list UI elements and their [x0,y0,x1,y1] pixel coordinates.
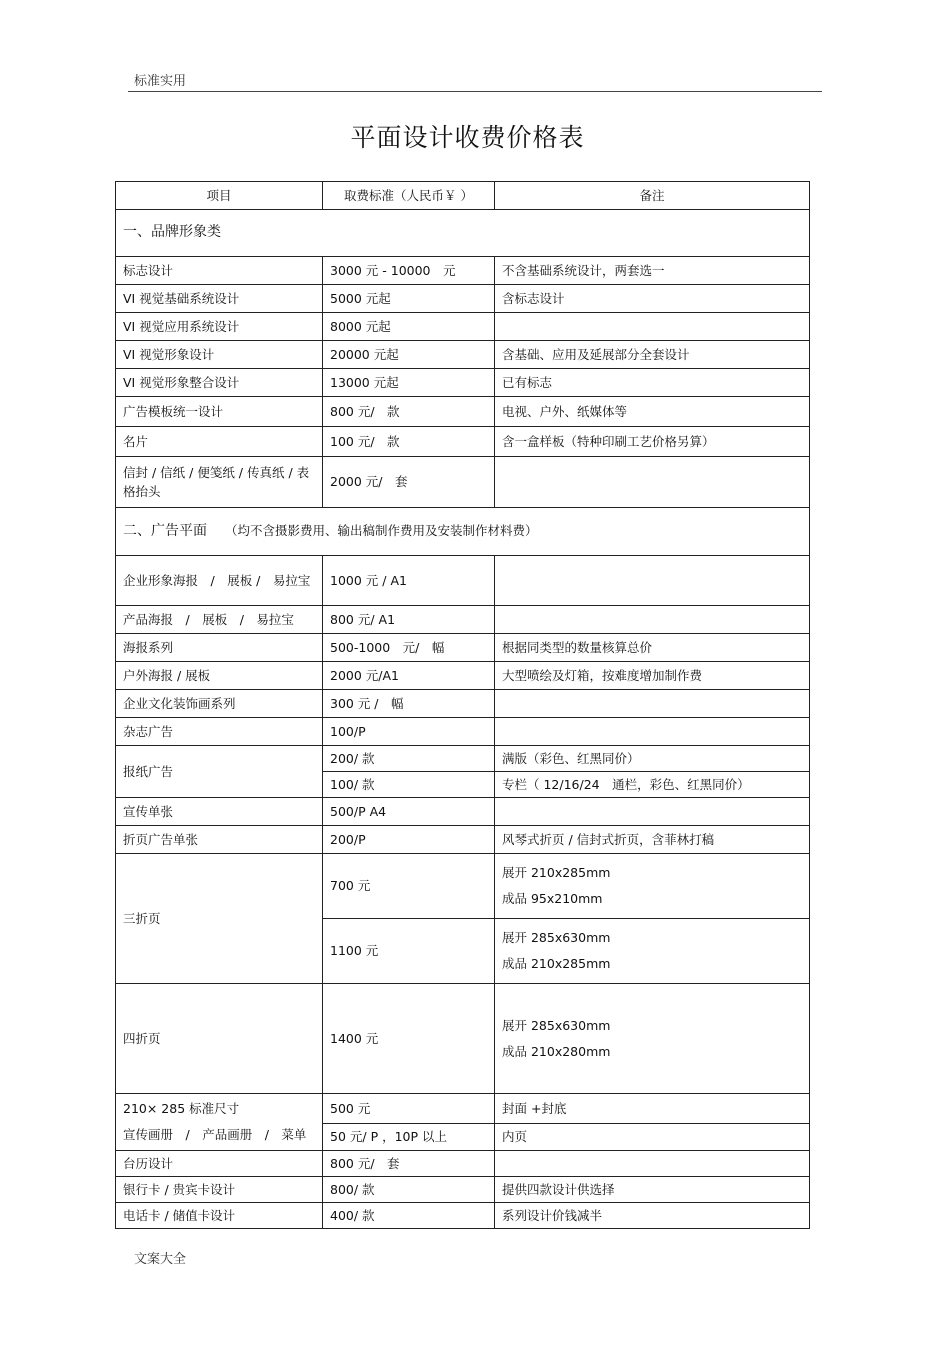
cell-item: 名片 [116,427,323,457]
cell-note: 含标志设计 [495,285,810,313]
cell-price: 800 元/ 套 [323,1151,495,1177]
cell-item: 海报系列 [116,634,323,662]
cell-item: 折页广告单张 [116,826,323,854]
cell-price: 5000 元起 [323,285,495,313]
cell-item: 标志设计 [116,257,323,285]
cell-price: 800/ 款 [323,1177,495,1203]
cell-price: 2000 元/A1 [323,662,495,690]
column-header-note: 备注 [495,182,810,210]
table-row [116,798,810,826]
cell-note [495,457,810,508]
cell-item: 三折页 [116,854,323,984]
table-row [116,313,810,341]
page-footer-text: 文案大全 [134,1252,187,1267]
table-row [116,341,810,369]
note-line: 展开 210x285mm [502,865,611,880]
table-row [116,984,810,1094]
cell-price: 1100 元 [323,919,495,984]
cell-note: 含一盒样板（特种印刷工艺价格另算） [495,427,810,457]
table-row [116,457,810,508]
cell-item: 台历设计 [116,1151,323,1177]
cell-price: 50 元/ P ，10P 以上 [323,1124,495,1151]
section-title [116,210,810,257]
note-line: 成品 210x285mm [502,956,611,971]
note-line: 展开 285x630mm [502,1017,611,1033]
cell-price: 1400 元 [323,984,495,1094]
table-row [116,397,810,427]
cell-price: 200/ 款 [323,746,495,772]
note-line: 成品 95x210mm [502,891,603,906]
cell-note: 根据同类型的数量核算总价 [495,634,810,662]
table-row [116,427,810,457]
cell-item: 电话卡 / 储值卡设计 [116,1203,323,1229]
table-row [116,1151,810,1177]
cell-price: 100/P [323,718,495,746]
table-row [116,285,810,313]
cell-item [116,1094,323,1151]
section-title [116,508,810,556]
table-row [116,257,810,285]
cell-note: 提供四款设计供选择 [495,1177,810,1203]
section-title-text: 二、广告平面 [123,522,207,539]
cell-note: 专栏（ 12/16/24 通栏，彩色、红黑同价） [495,772,810,798]
table-row [116,369,810,397]
cell-note: 风琴式折页 / 信封式折页，含菲林打稿 [495,826,810,854]
cell-price: 3000 元 - 10000 元 [323,257,495,285]
section-note: （均不含摄影费用、输出稿制作费用及安装制作材料费） [225,522,538,538]
cell-note [495,556,810,606]
cell-note [495,606,810,634]
cell-note: 已有标志 [495,369,810,397]
table-row [116,746,810,772]
cell-price: 100 元/ 款 [323,427,495,457]
cell-item: VI 视觉形象整合设计 [116,369,323,397]
cell-note [495,690,810,718]
cell-item: 四折页 [116,984,323,1094]
cell-note: 内页 [495,1124,810,1151]
cell-note: 不含基础系统设计，两套选一 [495,257,810,285]
cell-item: VI 视觉基础系统设计 [116,285,323,313]
cell-price: 800 元/ A1 [323,606,495,634]
table-header-row [116,182,810,210]
price-table [115,181,810,1229]
cell-note [495,313,810,341]
document-title: 平面设计收费价格表 [350,123,585,152]
cell-item: 产品海报 / 展板 / 易拉宝 [116,606,323,634]
cell-price: 13000 元起 [323,369,495,397]
cell-note [495,854,810,919]
section-title-text: 一、品牌形象类 [123,224,221,241]
section-row-brand [116,210,810,257]
section-row-advertising [116,508,810,556]
cell-note: 系列设计价钱减半 [495,1203,810,1229]
column-header-price: 取费标准（人民币￥ ） [323,182,495,210]
cell-note: 电视、户外、纸媒体等 [495,397,810,427]
cell-price: 500 元 [323,1094,495,1124]
cell-note [495,718,810,746]
cell-price: 20000 元起 [323,341,495,369]
table-row [116,556,810,606]
table-row [116,1094,810,1124]
column-header-item: 项目 [116,182,323,210]
cell-note: 大型喷绘及灯箱，按难度增加制作费 [495,662,810,690]
cell-price: 1000 元 / A1 [323,556,495,606]
note-line: 成品 210x280mm [502,1043,611,1059]
cell-price: 2000 元/ 套 [323,457,495,508]
cell-price: 100/ 款 [323,772,495,798]
cell-item: 户外海报 / 展板 [116,662,323,690]
cell-note [495,919,810,984]
table-row [116,1177,810,1203]
cell-item: VI 视觉应用系统设计 [116,313,323,341]
cell-price: 800 元/ 款 [323,397,495,427]
cell-item: 宣传单张 [116,798,323,826]
cell-price: 500-1000 元/ 幅 [323,634,495,662]
table-row [116,634,810,662]
cell-note: 含基础、应用及延展部分全套设计 [495,341,810,369]
table-row [116,662,810,690]
cell-item: 杂志广告 [116,718,323,746]
table-row [116,826,810,854]
table-row [116,690,810,718]
cell-note: 满版（彩色、红黑同价） [495,746,810,772]
item-line: 210× 285 标准尺寸 [123,1101,240,1116]
cell-item: 银行卡 / 贵宾卡设计 [116,1177,323,1203]
cell-note [495,1151,810,1177]
cell-item: VI 视觉形象设计 [116,341,323,369]
header-divider [128,91,822,92]
cell-price: 200/P [323,826,495,854]
cell-price: 300 元 / 幅 [323,690,495,718]
table-row [116,606,810,634]
cell-price: 8000 元起 [323,313,495,341]
cell-price: 700 元 [323,854,495,919]
cell-item: 报纸广告 [116,746,323,798]
table-row [116,718,810,746]
cell-note [495,798,810,826]
cell-item: 广告模板统一设计 [116,397,323,427]
cell-price: 400/ 款 [323,1203,495,1229]
cell-note: 封面 +封底 [495,1094,810,1124]
page-header-text: 标准实用 [134,74,187,89]
cell-price: 500/P A4 [323,798,495,826]
cell-item: 企业形象海报 / 展板 / 易拉宝 [116,556,323,606]
note-line: 展开 285x630mm [502,930,611,945]
cell-item: 信封 / 信纸 / 便笺纸 / 传真纸 / 表格抬头 [116,457,323,508]
table-row [116,854,810,919]
table-row [116,1203,810,1229]
item-line: 宣传画册 / 产品画册 / 菜单 [123,1127,307,1142]
cell-note [495,984,810,1094]
cell-item: 企业文化装饰画系列 [116,690,323,718]
